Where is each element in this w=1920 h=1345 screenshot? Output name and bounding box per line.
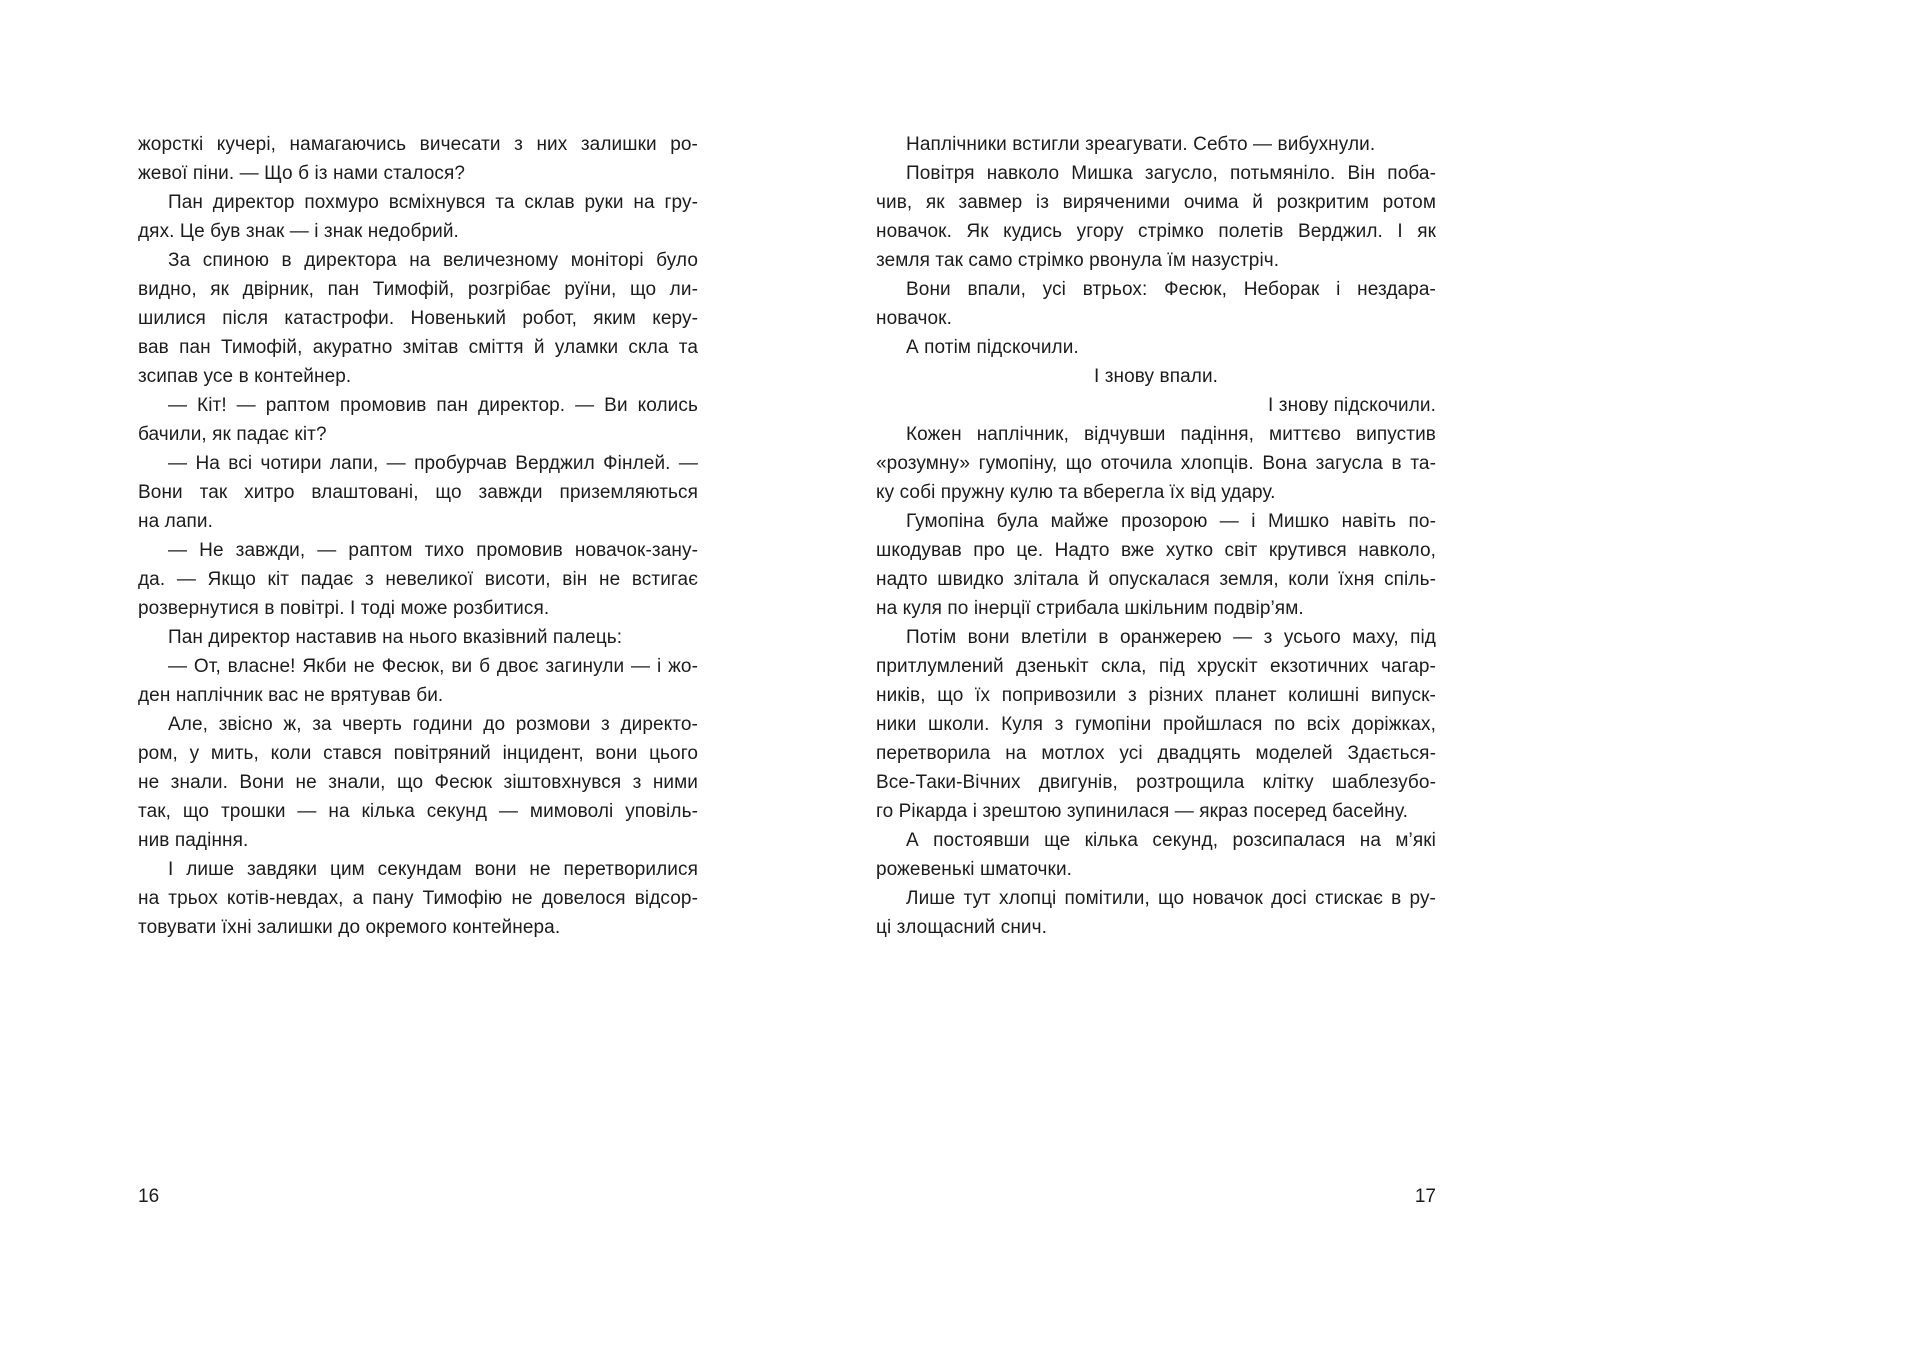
page-number-right: 17 [1414, 1186, 1436, 1207]
text-line: Гумопіна була майже прозорою — і Мишко навіть по- [906, 511, 1436, 532]
text-line: земля так само стрімко рвонула їм назустріч. [876, 250, 1280, 271]
text-line: Вони впали, усі втрьох: Фесюк, Неборак і нездара- [906, 279, 1436, 300]
text-line: новачок. [876, 308, 952, 329]
text-line: Пан директор наставив на нього вказівний палець: [168, 627, 623, 648]
text-line: А потім підскочили. [906, 337, 1079, 358]
text-line: — Кіт! — раптом промовив пан директор. — Ви колись [168, 395, 698, 416]
text-line: Кожен наплічник, відчувши падіння, миттєво випустив [906, 424, 1436, 445]
text-line: ку собі пружну кулю та вберегла їх від удару. [876, 482, 1276, 503]
text-line: жевої піни. — Що б із нами сталося? [138, 163, 466, 184]
text-line: на лапи. [138, 511, 213, 532]
text-line: ників, що їх попривозили з різних планет колишні випуск- [876, 685, 1436, 706]
text-line: А постоявши ще кілька секунд, розсипалася на м’які [906, 830, 1436, 851]
text-line: го Рікарда і зрештою зупинилася — якраз посеред басейну. [876, 801, 1408, 822]
text-line: притлумлений дзенькіт скла, під хрускіт екзотичних чагар- [876, 656, 1436, 677]
page-right-text-column [876, 130, 1436, 942]
text-line: не знали. Вони не знали, що Фесюк зіштовхнувся з ними [138, 772, 698, 793]
text-line: За спиною в директора на величезному моніторі було [168, 250, 698, 271]
page-left-text-column [138, 130, 698, 942]
text-line: нив падіння. [138, 830, 249, 851]
text-line: ці злощасний снич. [876, 917, 1048, 938]
text-line: на трьох котів-невдах, а пану Тимофію не довелося відсор- [138, 888, 698, 909]
text-line: новачок. Як кудись угору стрімко полетів Верджил. І як [876, 221, 1436, 242]
text-line: І лише завдяки цим секундам вони не перетворилися [168, 859, 698, 880]
text-line: ром, у мить, коли стався повітряний інцидент, вони цього [138, 743, 698, 764]
text-line: рожевенькі шматочки. [876, 859, 1073, 880]
text-line: — От, власне! Якби не Фесюк, ви б двоє загинули — і жо- [168, 656, 698, 677]
page-number-left: 16 [138, 1186, 160, 1207]
text-line: шкодував про це. Надто вже хутко світ крутився навколо, [876, 540, 1436, 561]
text-line: Все-Таки-Вічних двигунів, розтрощила клітку шаблезубо- [876, 772, 1436, 793]
text-line: Потім вони влетіли в оранжерею — з усього маху, під [906, 627, 1436, 648]
text-line: видно, як двірник, пан Тимофій, розгрібає руїни, що ли- [138, 279, 698, 300]
text-line: надто швидко злітала й опускалася земля, коли їхня спіль- [876, 569, 1436, 590]
text-line: Лише тут хлопці помітили, що новачок досі стискає в ру- [906, 888, 1436, 909]
text-line: дях. Це був знак — і знак недобрий. [138, 221, 459, 242]
text-line: товувати їхні залишки до окремого контейнера. [138, 917, 561, 938]
text-line: ден наплічник вас не врятував би. [138, 685, 444, 706]
text-line: да. — Якщо кіт падає з невеликої висоти, він не встигає [138, 569, 698, 590]
text-line: «розумну» гумопіну, що оточила хлопців. Вона загусла в та- [876, 453, 1436, 474]
text-line: — Не завжди, — раптом тихо промовив новачок-зану- [168, 540, 698, 561]
text-line: — На всі чотири лапи, — пробурчав Верджил Фінлей. — [168, 453, 698, 474]
text-line: так, що трошки — на кілька секунд — мимоволі уповіль- [138, 801, 698, 822]
text-line: перетворила на мотлох усі двадцять моделей Здається- [876, 743, 1436, 764]
text-line: на куля по інерції стрибала шкільним подвір’ям. [876, 598, 1304, 619]
text-line: Вони так хитро влаштовані, що завжди приземляються [138, 482, 698, 503]
text-line: Повітря навколо Мишка загусло, потьмяніло. Він поба- [906, 163, 1436, 184]
text-line: жорсткі кучері, намагаючись вичесати з них залишки ро- [138, 134, 698, 155]
text-line: І знову підскочили. [1268, 395, 1436, 416]
text-line: шилися після катастрофи. Новенький робот, яким керу- [138, 308, 698, 329]
text-line: зсипав усе в контейнер. [138, 366, 352, 387]
text-line: Пан директор похмуро всміхнувся та склав руки на гру- [168, 192, 698, 213]
text-line: Наплічники встигли зреагувати. Себто — вибухнули. [906, 134, 1376, 155]
text-line: бачили, як падає кіт? [138, 424, 327, 445]
text-line: ники школи. Куля з гумопіни пройшлася по всіх доріжках, [876, 714, 1436, 735]
text-line: розвернутися в повітрі. І тоді може розбитися. [138, 598, 550, 619]
text-line: чив, як завмер із виряченими очима й розкритим ротом [876, 192, 1436, 213]
text-line: вав пан Тимофій, акуратно змітав сміття й уламки скла та [138, 337, 698, 358]
text-line: Але, звісно ж, за чверть години до розмови з директо- [168, 714, 698, 735]
text-line: І знову впали. [1093, 366, 1219, 387]
